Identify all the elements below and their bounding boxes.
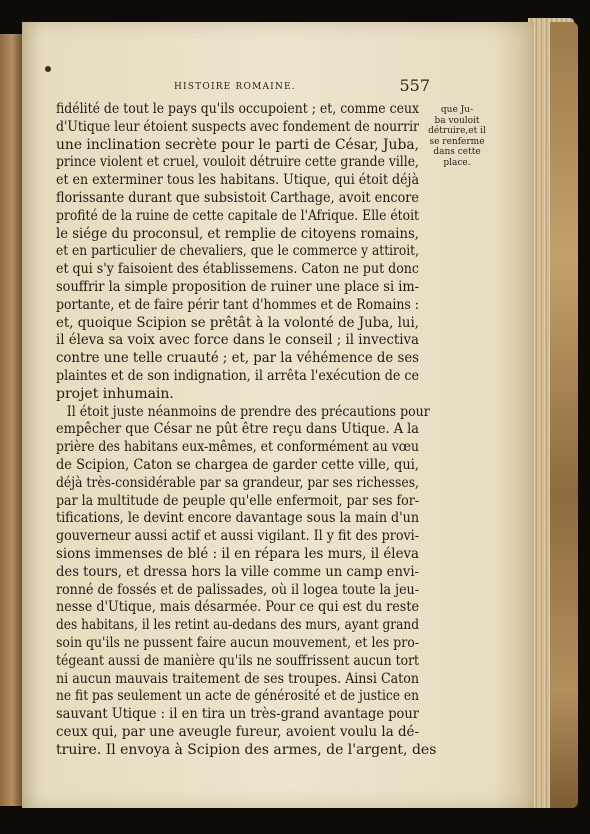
text-line: sions immenses de blé : il en répara les murs, il éleva <box>56 545 419 562</box>
text-line: profité de la ruine de cette capitale de l'Afrique. Elle étoit <box>56 207 419 224</box>
text-line: portante, et de faire périr tant d'hommes et de Romains : <box>56 296 419 313</box>
text-line: nesse d'Utique, mais désarmée. Pour ce qui est du reste <box>56 599 419 616</box>
margin-note-line: dans cette <box>433 147 481 158</box>
binding-hole <box>45 66 51 72</box>
page-number: 557 <box>399 76 430 95</box>
text-line: le siége du proconsul, et remplie de citoyens romains, <box>56 225 419 242</box>
text-line: et, quoique Scipion se prêtât à la volonté de Juba, lui, <box>56 314 419 331</box>
text-line: empêcher que César ne pût être reçu dans Utique. A la <box>56 421 419 438</box>
text-line: prière des habitans eux-mêmes, et conformément au vœu <box>56 439 419 456</box>
text-line: sauvant Utique : il en tira un très-grand avantage pour <box>56 706 419 723</box>
margin-note-line: détruire,et il <box>428 126 486 137</box>
text-line: ne fit pas seulement un acte de générosité et de justice en <box>56 688 419 705</box>
text-line: ni aucun mauvais traitement de ses troupes. Ainsi Caton <box>56 670 419 687</box>
text-line: et en exterminer tous les habitans. Utique, qui étoit déjà <box>56 172 419 189</box>
book-cover-edge <box>550 22 578 808</box>
page-header <box>150 76 430 98</box>
text-line: prince violent et cruel, vouloit détruire cette grande ville, <box>56 154 419 171</box>
running-title: HISTOIRE ROMAINE. <box>174 82 296 92</box>
text-line: il éleva sa voix avec force dans le conseil ; il invectiva <box>56 332 419 349</box>
text-line: tégeant aussi de manière qu'ils ne souffrissent aucun tort <box>56 652 419 669</box>
margin-note-line: se renferme <box>429 136 485 147</box>
text-line: et en particulier de chevaliers, que le commerce y attiroit, <box>56 243 419 260</box>
text-line: contre une telle cruauté ; et, par la véhémence de ses <box>56 350 419 367</box>
text-line: d'Utique leur étoient suspects avec fondement de nourrir <box>56 118 419 135</box>
text-line: par la multitude de peuple qu'elle enfermoit, par ses for- <box>56 492 419 509</box>
text-line: fidélité de tout le pays qu'ils occupoient ; et, comme ceux <box>56 101 419 117</box>
text-line: plaintes et de son indignation, il arrêta l'exécution de ce <box>56 367 419 384</box>
text-line: souffrir la simple proposition de ruiner une place si im- <box>56 278 419 295</box>
text-line: tifications, le devint encore davantage sous la main d'un <box>56 510 419 527</box>
margin-note-line: que Ju- <box>440 105 474 115</box>
text-line: une inclination secrète pour le parti de César, Juba, <box>56 136 419 153</box>
text-line: soin qu'ils ne pussent faire aucun mouvement, et les pro- <box>56 634 419 651</box>
text-line: ronné de fossés et de palissades, où il logea toute la jeu- <box>56 581 419 598</box>
body-text <box>56 101 437 759</box>
text-line: ceux qui, par une aveugle fureur, avoient voulu la dé- <box>56 723 419 740</box>
margin-note <box>424 105 490 169</box>
text-line: déjà très-considérable par sa grandeur, par ses richesses, <box>56 474 419 491</box>
text-line: florissante durant que subsistoit Carthage, avoit encore <box>56 189 419 206</box>
text-line: de Scipion, Caton se chargea de garder cette ville, qui, <box>56 456 419 473</box>
text-line: des habitans, il les retint au-dedans des murs, ayant grand <box>56 617 419 634</box>
text-line: gouverneur aussi actif et aussi vigilant. Il y fit des provi- <box>56 528 419 545</box>
text-line: Il étoit juste néanmoins de prendre des précautions pour <box>66 403 430 420</box>
text-line: et qui s'y faisoient des établissemens. Caton ne put donc <box>56 261 419 278</box>
margin-note-line: place. <box>443 157 471 168</box>
margin-note-line: ba vouloit <box>434 115 480 126</box>
text-line: truire. Il envoya à Scipion des armes, de l'argent, des <box>56 741 437 758</box>
facing-page-edge <box>0 34 22 806</box>
text-line: des tours, et dressa hors la ville comme un camp envi- <box>56 563 419 580</box>
text-line: projet inhumain. <box>56 385 174 402</box>
